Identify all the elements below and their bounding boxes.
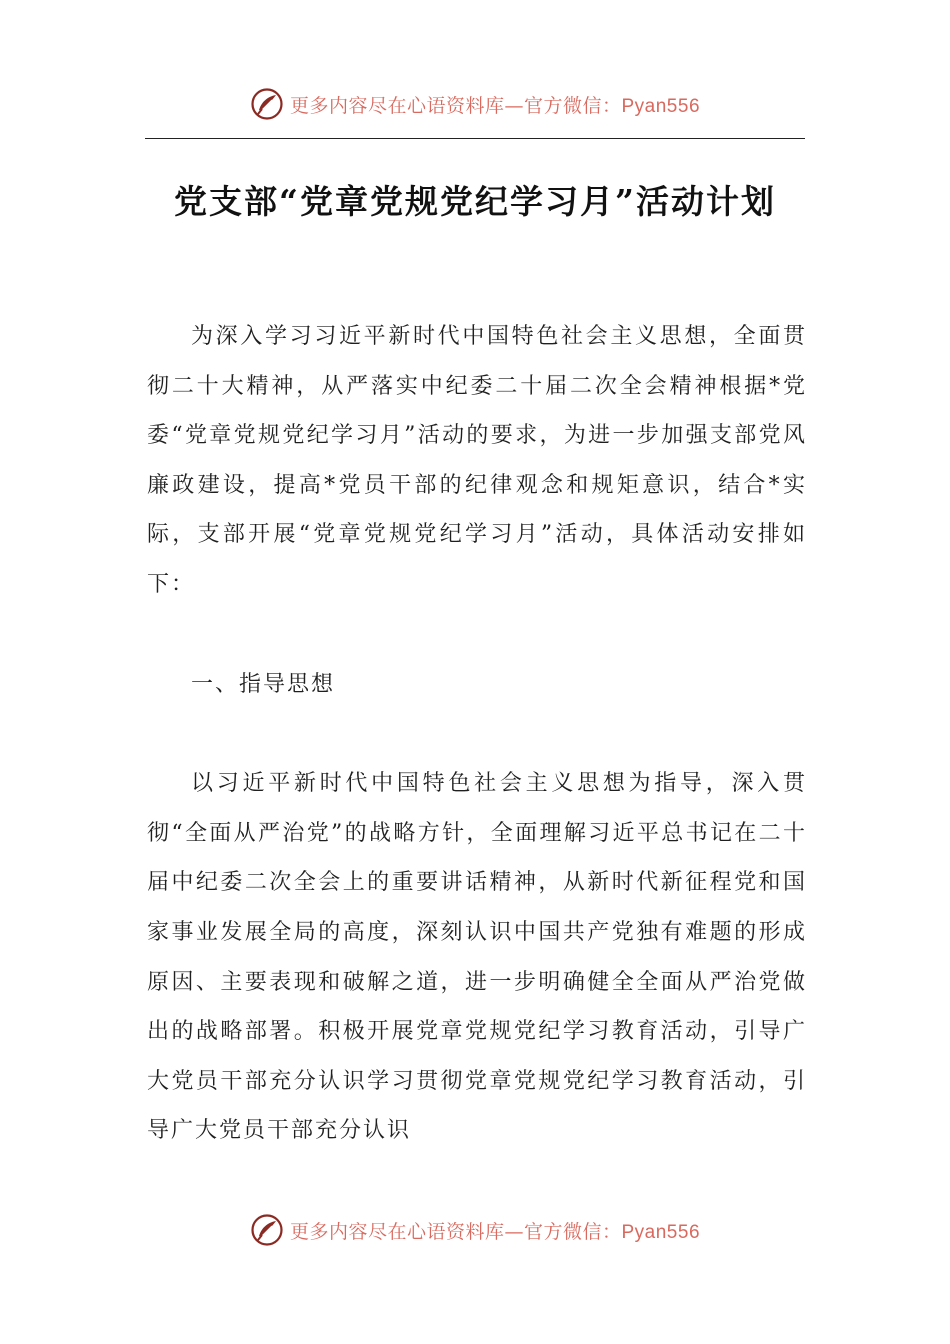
header-divider xyxy=(145,138,805,139)
wechat-id: Pyan556 xyxy=(621,1221,701,1243)
pen-logo-icon xyxy=(250,87,284,121)
section-heading-guiding-ideology: 一、指导思想 xyxy=(191,671,336,697)
header-watermark xyxy=(0,84,950,124)
wechat-id: Pyan556 xyxy=(621,95,701,117)
document-body xyxy=(147,312,807,1156)
watermark-text: 更多内容尽在心语资料库—官方微信：Pyan556 xyxy=(289,1220,701,1243)
document-title: 党支部“党章党规党纪学习月”活动计划 xyxy=(174,182,776,221)
section-paragraph-guiding-ideology: 以习近平新时代中国特色社会主义思想为指导，深入贯彻“全面从严治党”的战略方针，全面理解习近平总书记在二十届中纪委二次全会上的重要讲话精神，从新时代新征程党和国家事业发展全局的高度，深刻认识中国共产党独有难题的形成原因、主要表现和破解之道，进一步明确健全全面从严治党做出的战略部署。积极开展党章党规党纪学习教育活动，引导广大党员干部充分认识学习贯彻党章党规党纪学习教育活动，引导广大党员干部充分认识 xyxy=(147,771,807,1144)
footer-watermark xyxy=(0,1210,950,1250)
intro-paragraph: 为深入学习习近平新时代中国特色社会主义思想，全面贯彻二十大精神，从严落实中纪委二十届二次全会精神根据*党委“党章党规党纪学习月”活动的要求，为进一步加强支部党风廉政建设，提高*党员干部的纪律观念和规矩意识，结合*实际，支部开展“党章党规党纪学习月”活动，具体活动安排如下： xyxy=(147,324,807,597)
pen-logo-icon xyxy=(250,1213,284,1247)
watermark-text: 更多内容尽在心语资料库—官方微信：Pyan556 xyxy=(289,94,701,117)
